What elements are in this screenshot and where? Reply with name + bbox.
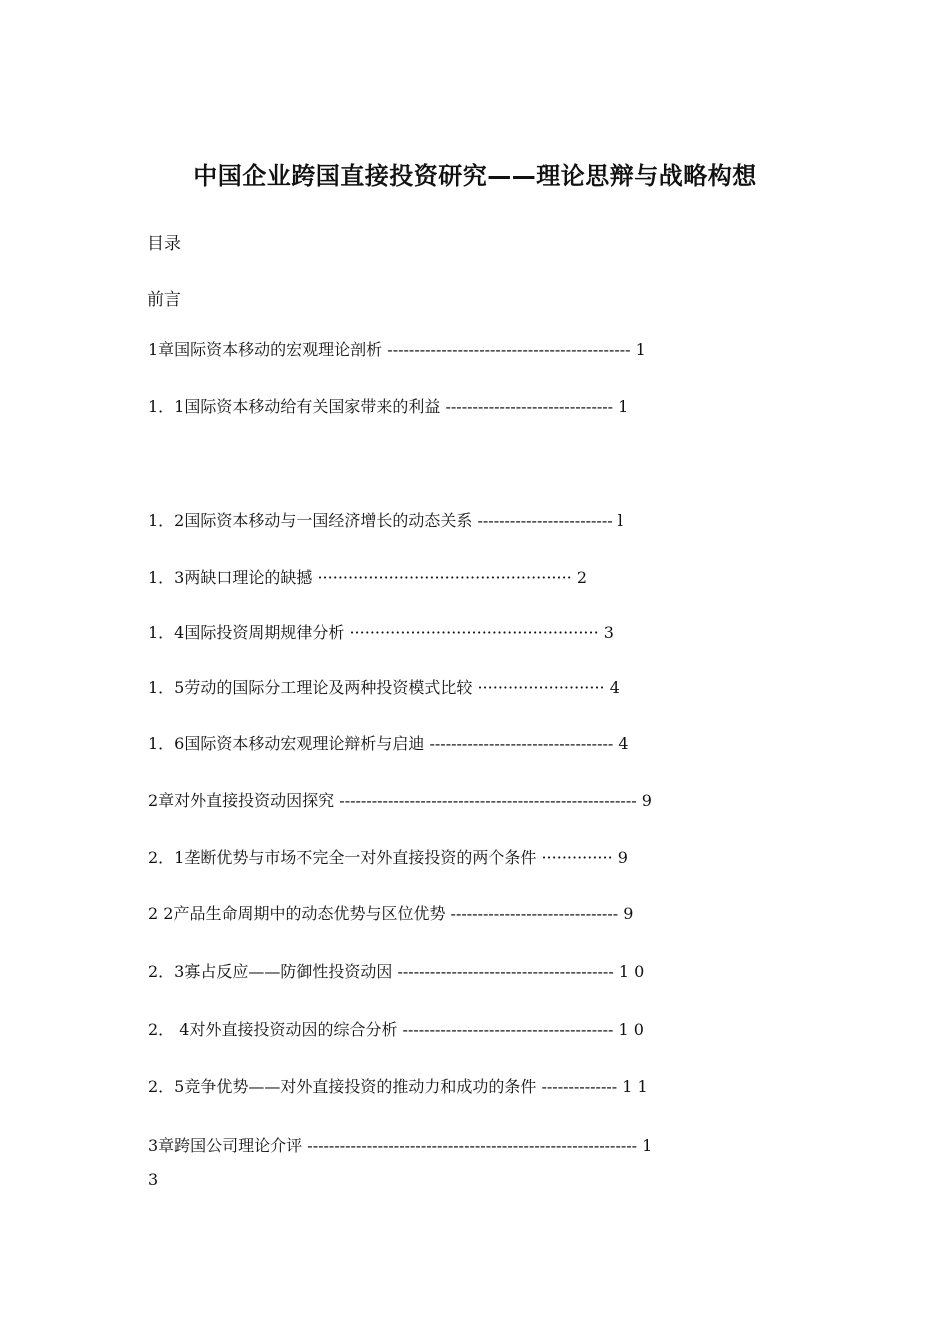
- toc-entry[interactable]: [148, 790, 652, 812]
- toc-entry-page: 9: [641, 791, 652, 810]
- leader-dots: -------------------------------------------------------: [339, 791, 637, 810]
- toc-entry-page: 1 0: [618, 962, 645, 981]
- toc-entry[interactable]: [148, 847, 628, 869]
- toc-entry[interactable]: [148, 396, 628, 418]
- toc-entry-label: 1章国际资本移动的宏观理论剖析: [148, 340, 383, 359]
- toc-entry[interactable]: [148, 339, 646, 361]
- toc-entry-page: 9: [623, 904, 634, 923]
- leader-dots: ··················································: [317, 568, 572, 587]
- toc-entry[interactable]: [148, 510, 623, 532]
- toc-entry-label: 1．3两缺口理论的缺撼: [148, 568, 313, 587]
- leader-dots: ··············: [541, 848, 613, 867]
- toc-entry-page: 4: [618, 734, 629, 753]
- toc-entry-page-continued: 3: [148, 1170, 159, 1189]
- toc-entry-page: 1 1: [622, 1077, 648, 1096]
- leader-dots: -------------------------------: [450, 904, 619, 923]
- toc-entry-page: 1: [635, 340, 646, 359]
- toc-entry-label: 2．5竞争优势——对外直接投资的推动力和成功的条件: [148, 1077, 537, 1096]
- toc-entry[interactable]: [148, 622, 614, 644]
- toc-entry-label: 1．2国际资本移动与一国经济增长的动态关系: [148, 511, 473, 530]
- toc-entry-page: 4: [609, 678, 620, 697]
- toc-entry[interactable]: [148, 677, 620, 699]
- leader-dots: ·························: [477, 678, 605, 697]
- toc-entry[interactable]: [148, 1019, 644, 1041]
- toc-heading: 目录: [147, 234, 181, 254]
- toc-entry-label: 2 2产品生命周期中的动态优势与区位优势: [148, 904, 446, 923]
- document-title: 中国企业跨国直接投资研究——理论思辩与战略构想: [193, 162, 757, 190]
- toc-entry-page: 3: [603, 623, 614, 642]
- toc-entry[interactable]: [148, 1135, 652, 1157]
- toc-entry[interactable]: [148, 961, 644, 983]
- leader-dots: -------------------------------------------------------------: [307, 1136, 638, 1155]
- toc-entry-label: 2． 4对外直接投资动因的综合分析: [148, 1020, 398, 1039]
- toc-entry-page: 1: [642, 1136, 653, 1155]
- leader-dots: --------------: [541, 1077, 618, 1096]
- toc-entry[interactable]: [148, 733, 629, 755]
- toc-entry-label: 2．1垄断优势与市场不完全一对外直接投资的两个条件: [148, 848, 537, 867]
- leader-dots: ---------------------------------------------: [387, 340, 631, 359]
- toc-entry-label: 3章跨国公司理论介评: [148, 1136, 303, 1155]
- toc-entry-label: 1．6国际资本移动宏观理论辩析与启迪: [148, 734, 425, 753]
- toc-entry-page: l: [617, 511, 623, 530]
- leader-dots: ----------------------------------: [429, 734, 614, 753]
- toc-entry-label: 2章对外直接投资动因探究: [148, 791, 335, 810]
- toc-entry-label: 1．4国际投资周期规律分析: [148, 623, 345, 642]
- toc-entry-page: 1: [618, 397, 629, 416]
- toc-entry[interactable]: [148, 1076, 648, 1098]
- leader-dots: -------------------------: [477, 511, 613, 530]
- leader-dots: ·················································: [349, 623, 599, 642]
- toc-entry-label: 1．5劳动的国际分工理论及两种投资模式比较: [148, 678, 473, 697]
- toc-entry[interactable]: [148, 903, 633, 925]
- leader-dots: ----------------------------------------: [397, 962, 614, 981]
- toc-entry-page: 9: [617, 848, 628, 867]
- leader-dots: -------------------------------: [445, 397, 614, 416]
- toc-entry-page: 2: [576, 568, 588, 587]
- toc-entry-label: 2．3寡占反应——防御性投资动因: [148, 962, 393, 981]
- toc-entry-label: 1．1国际资本移动给有关国家带来的利益: [148, 397, 441, 416]
- leader-dots: ---------------------------------------: [402, 1020, 614, 1039]
- preface-link[interactable]: 前言: [147, 290, 181, 310]
- toc-entry-page: 1 0: [618, 1020, 644, 1039]
- toc-entry[interactable]: [148, 567, 587, 589]
